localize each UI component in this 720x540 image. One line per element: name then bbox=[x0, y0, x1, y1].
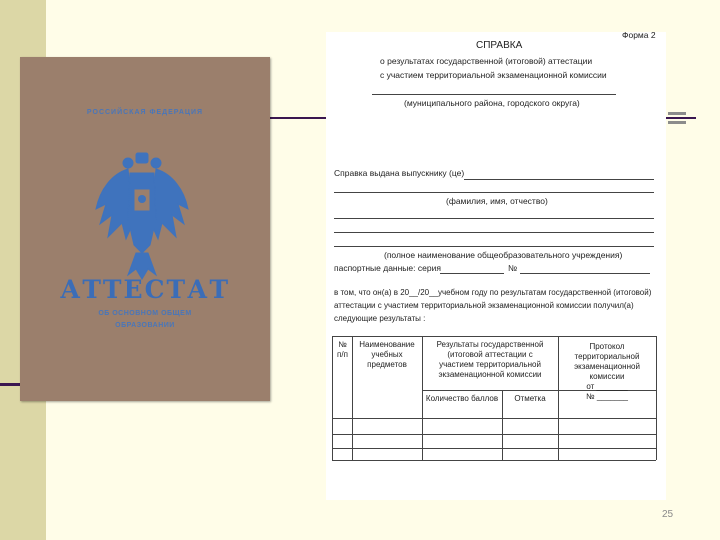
body-text-1: в том, что он(а) в 20__/20__учебном году по результатам государственной (итоговой) bbox=[334, 288, 652, 297]
body-text-2: аттестации с участием территориальной экзаменационной комиссии получил(а) bbox=[334, 301, 634, 310]
bottom-accent-line bbox=[0, 383, 20, 386]
slide-number: 25 bbox=[662, 509, 674, 520]
district-caption: (муниципального района, городского округа) bbox=[404, 98, 580, 108]
col-results-header: Результаты государственной (итоговой аттестации с участием территориальной экзаменационной комиссии bbox=[436, 340, 544, 379]
divider-accent bbox=[668, 112, 686, 115]
spravka-title: СПРАВКА bbox=[476, 40, 523, 51]
school-caption: (полное наименование общеобразовательного учреждения) bbox=[384, 250, 623, 260]
col-protocol-header: Протокол территориальной экзаменационной комиссии от _______ № _______ bbox=[574, 342, 640, 401]
name-caption: (фамилия, имя, отчество) bbox=[446, 196, 548, 206]
title-divider-line-right bbox=[666, 117, 696, 119]
sub-grade-header: Отметка bbox=[514, 394, 546, 403]
attestat-cover-image bbox=[20, 57, 270, 401]
spravka-heading-2: с участием территориальной экзаменационной комиссии bbox=[380, 70, 607, 80]
sub-points-header: Количество баллов bbox=[425, 394, 499, 403]
attestat-subtitle-1: ОБ ОСНОВНОМ ОБЩЕМ bbox=[98, 310, 192, 317]
attestat-subtitle-2: ОБРАЗОВАНИИ bbox=[115, 322, 175, 329]
form-label: Форма 2 bbox=[622, 30, 656, 40]
title-divider-line bbox=[270, 117, 326, 119]
body-text-3: следующие результаты : bbox=[334, 314, 426, 323]
col-num-header: № п/п bbox=[337, 340, 348, 359]
spravka-document-image bbox=[326, 32, 666, 500]
divider-accent-lower bbox=[668, 121, 686, 124]
attestat-country: РОССИЙСКАЯ ФЕДЕРАЦИЯ bbox=[86, 109, 204, 116]
results-table bbox=[332, 336, 656, 460]
attestat-title: АТТЕСТАТ bbox=[59, 275, 231, 304]
issued-to-label: Справка выдана выпускнику (це) bbox=[334, 168, 465, 178]
passport-number-label: № bbox=[508, 263, 518, 273]
spravka-heading-1: о результатах государственной (итоговой) аттестации bbox=[380, 56, 593, 66]
passport-label: паспортные данные: серия bbox=[334, 263, 441, 273]
col-subject-header: Наименование учебных предметов bbox=[359, 340, 415, 369]
